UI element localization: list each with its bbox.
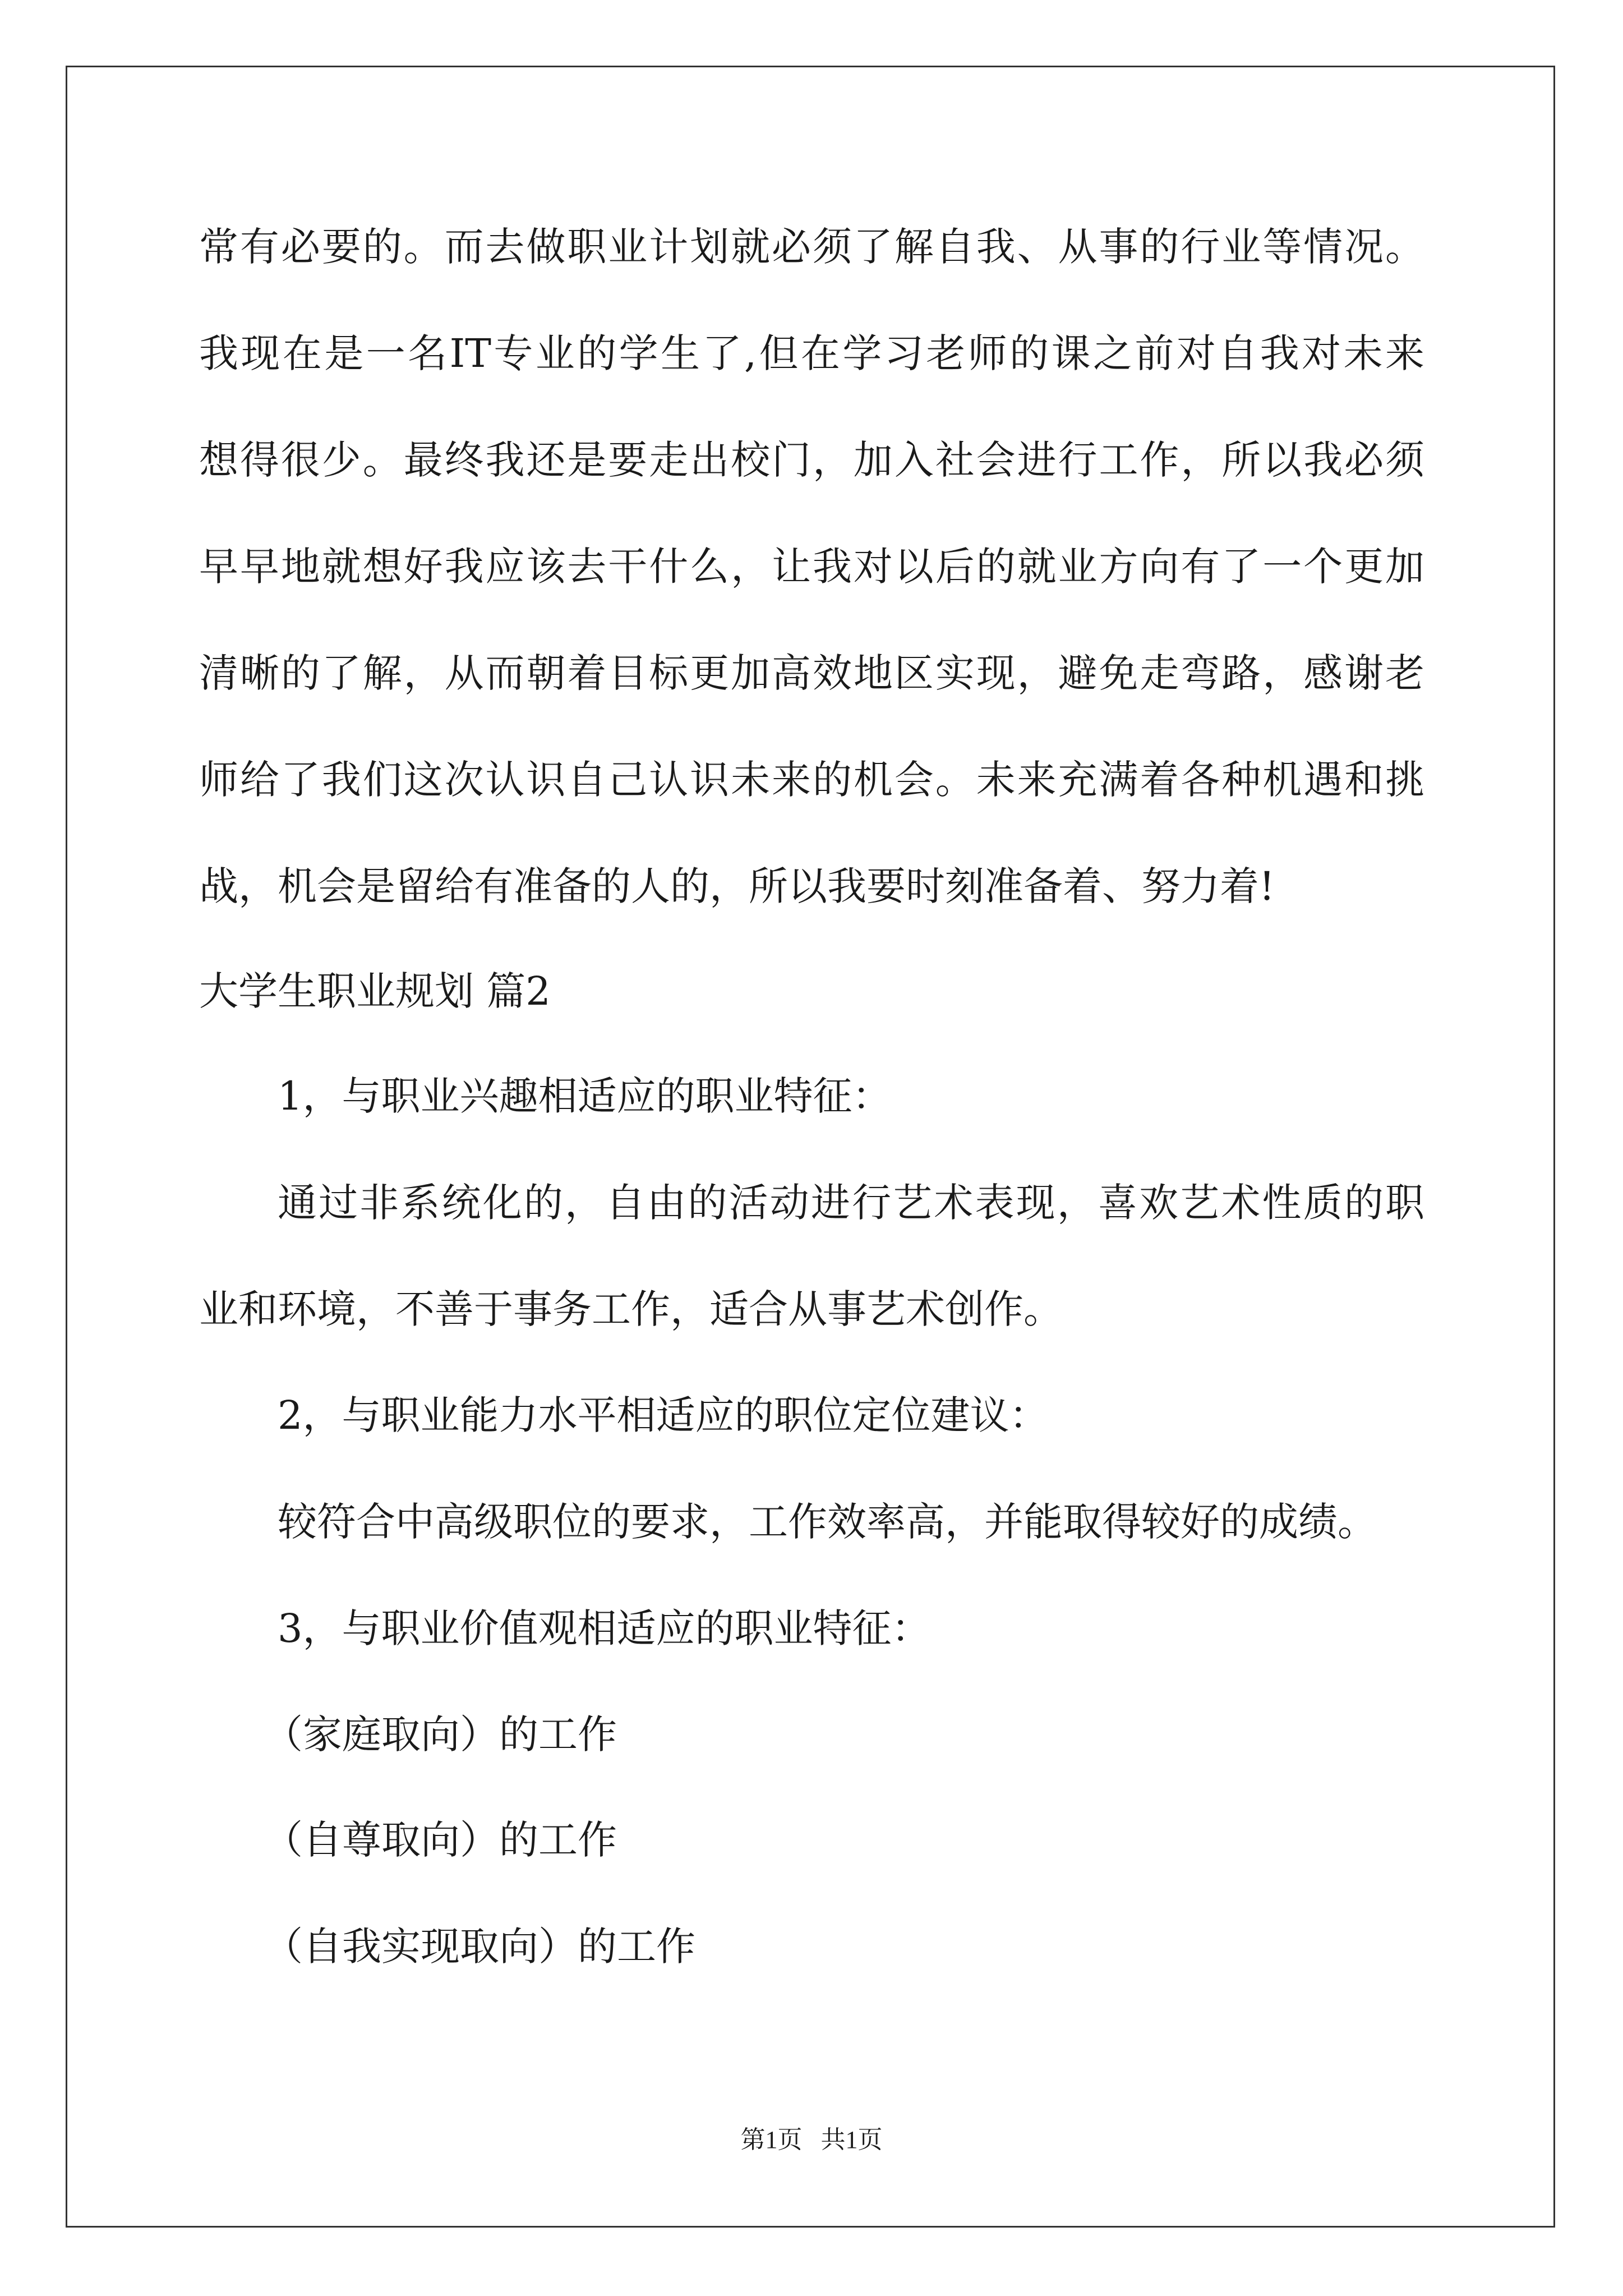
item-heading: 2，与职业能力水平相适应的职位定位建议： (278, 1392, 1049, 1438)
paragraph-line: 战，机会是留给有准备的人的，所以我要时刻准备着、努力着! (199, 863, 1275, 909)
paragraph-line: 想得很少。最终我还是要走出校门，加入社会进行工作，所以我必须 (199, 437, 1424, 483)
page-footer: 第1页 共1页 (740, 2126, 883, 2154)
list-item: （家庭取向）的工作 (264, 1711, 617, 1757)
item-heading: 3，与职业价值观相适应的职业特征： (278, 1605, 931, 1651)
paragraph-line: 早早地就想好我应该去干什么，让我对以后的就业方向有了一个更加 (199, 544, 1424, 590)
item-body-line: 较符合中高级职位的要求，工作效率高，并能取得较好的成绩。 (278, 1499, 1377, 1545)
page-border (66, 66, 1555, 2228)
section-title: 大学生职业规划 篇2 (199, 968, 551, 1014)
paragraph-line: 清晰的了解，从而朝着目标更加高效地区实现，避免走弯路，感谢老 (199, 650, 1424, 696)
paragraph-line: 常有必要的。而去做职业计划就必须了解自我、从事的行业等情况。 (199, 224, 1424, 270)
list-item: （自尊取向）的工作 (264, 1817, 617, 1863)
paragraph-line: 师给了我们这次认识自己认识未来的机会。未来充满着各种机遇和挑 (199, 757, 1424, 803)
paragraph-line: 我现在是一名IT专业的学生了,但在学习老师的课之前对自我对未来 (199, 330, 1424, 376)
item-body-line: 业和环境，不善于事务工作，适合从事艺术创作。 (199, 1286, 1063, 1332)
item-body-line: 通过非系统化的，自由的活动进行艺术表现，喜欢艺术性质的职 (278, 1180, 1424, 1226)
item-heading: 1，与职业兴趣相适应的职业特征： (278, 1073, 892, 1119)
list-item: （自我实现取向）的工作 (264, 1924, 695, 1970)
